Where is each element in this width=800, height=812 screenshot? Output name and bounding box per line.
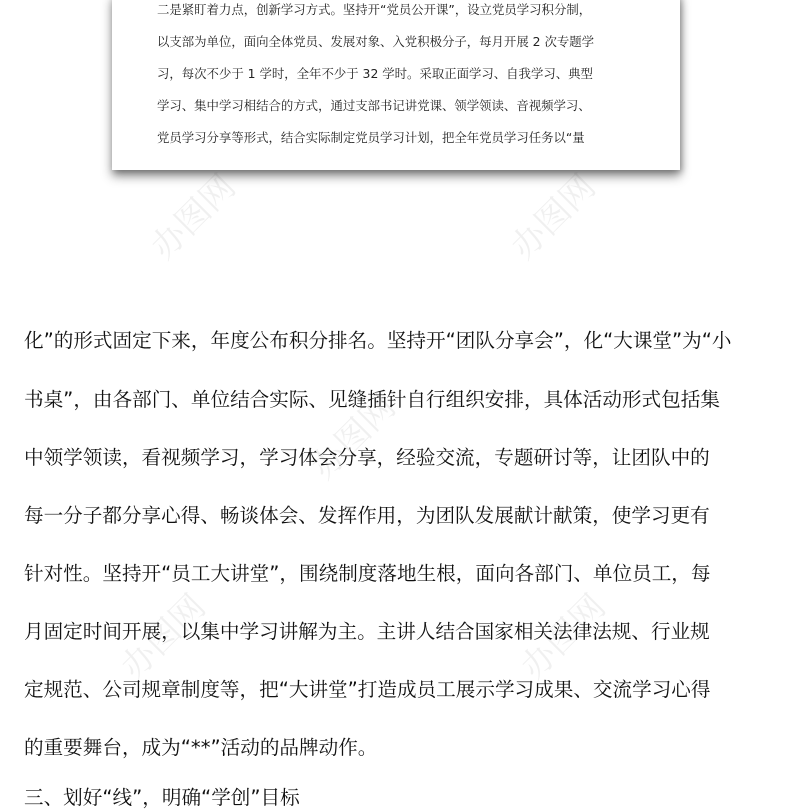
- paragraph-line: 中领学领读，看视频学习，学习体会分享，经验交流，专题研讨等，让团队中的: [24, 446, 710, 469]
- watermark: 办图网: [113, 586, 214, 688]
- paragraph-line: 书桌”，由各部门、单位结合实际、见缝插针自行组织安排，具体活动形式包括集: [24, 388, 720, 411]
- section-heading: 三、划好“线”，明确“学创”目标: [24, 786, 300, 809]
- watermark: 办图网: [513, 586, 614, 688]
- document-preview-card: [112, 0, 680, 170]
- watermark: 办图网: [503, 166, 604, 268]
- card-line: 习，每次不少于 1 学时，全年不少于 32 学时。采取正面学习、自我学习、典型: [157, 66, 593, 81]
- paragraph-line: 针对性。坚持开“员工大讲堂”，围绕制度落地生根，面向各部门、单位员工，每: [24, 562, 711, 585]
- paragraph-line: 月固定时间开展，以集中学习讲解为主。主讲人结合国家相关法律法规、行业规: [24, 620, 710, 643]
- card-line: 以支部为单位，面向全体党员、发展对象、入党积极分子，每月开展 2 次专题学: [157, 34, 595, 49]
- card-line: 学习、集中学习相结合的方式，通过支部书记讲党课、领学领读、音视频学习、: [157, 98, 591, 113]
- watermark: 办图网: [303, 386, 404, 488]
- paragraph-line: 定规范、公司规章制度等，把“大讲堂”打造成员工展示学习成果、交流学习心得: [24, 678, 711, 701]
- paragraph-line: 每一分子都分享心得、畅谈体会、发挥作用，为团队发展献计献策，使学习更有: [24, 504, 710, 527]
- card-line: 党员学习分享等形式，结合实际制定党员学习计划，把全年党员学习任务以“量: [157, 130, 585, 145]
- paragraph-line: 化”的形式固定下来，年度公布积分排名。坚持开“团队分享会”，化“大课堂”为“小: [24, 329, 732, 352]
- card-line: 二是紧盯着力点，创新学习方式。坚持开“党员公开课”，设立党员学习积分制，: [157, 2, 592, 17]
- watermark: 办图网: [143, 166, 244, 268]
- paragraph-line: 的重要舞台，成为“**”活动的品牌动作。: [24, 736, 378, 759]
